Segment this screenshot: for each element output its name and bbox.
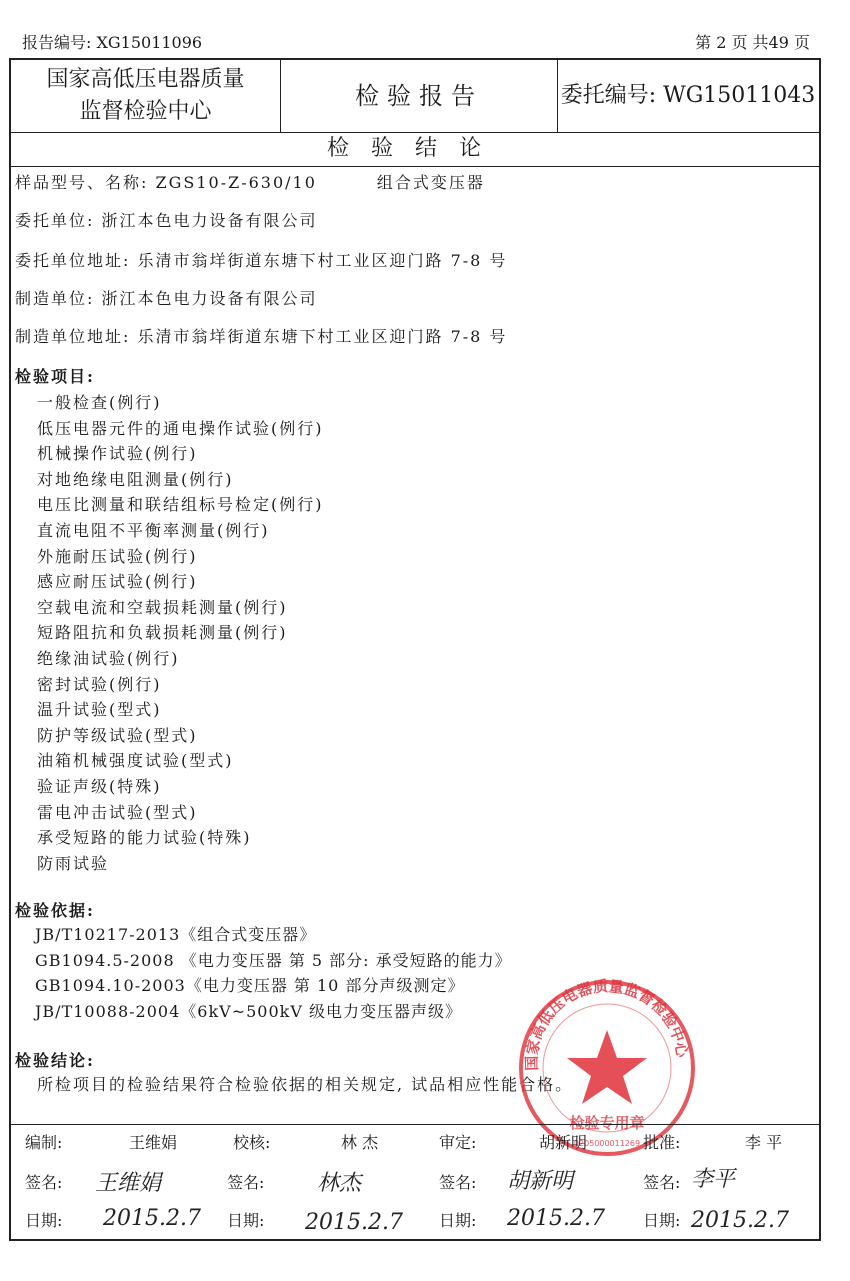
date-label-4: 日期: [643,1211,681,1230]
inspection-item: 承受短路的能力试验(特殊) [37,828,252,848]
inspection-item: 短路阻抗和负载损耗测量(例行) [37,623,288,643]
inspection-item: 直流电阻不平衡率测量(例行) [37,521,270,540]
inspection-item: 防护等级试验(型式) [37,725,198,745]
signature-2: 林杰 [317,1171,362,1196]
reviewed-name: 胡新明 [539,1133,588,1152]
sign-label-2: 签名: [227,1173,265,1192]
org-name [11,60,281,132]
sign-label-4: 签名: [643,1173,681,1192]
client-address-row: 委托单位地址: 乐清市翁垟街道东塘下村工业区迎门路 7-8 号 [15,251,508,270]
signature-separator [11,1124,819,1125]
inspection-item: 空载电流和空载损耗测量(例行) [37,597,288,617]
basis-item: GB1094.10-2003《电力变压器 第 10 部分声级测定》 [35,976,465,995]
items-title: 检验项目: [15,367,95,386]
basis-item: JB/T10217-2013《组合式变压器》 [35,925,317,944]
date-2: 2015.2.7 [305,1210,403,1235]
inspection-item: 一般检查(例行) [37,393,162,412]
inspection-item: 低压电器元件的通电操作试验(例行) [37,418,324,438]
checked-label: 校核: [233,1133,271,1152]
date-label-3: 日期: [439,1211,477,1230]
star-icon [567,1030,647,1104]
inspection-item: 绝缘油试验(例行) [37,649,180,668]
page-number: 第 2 页 共49 页 [695,33,810,52]
report-frame [9,58,821,1241]
sign-label-3: 签名: [439,1173,477,1192]
result-title: 检验结论: [15,1051,95,1070]
inspection-item: 密封试验(例行) [37,674,162,694]
sample-name: 组合式变压器 [376,173,485,192]
org-line-2: 监督检验中心 [79,99,212,124]
prepared-label: 编制: [25,1133,63,1152]
inspection-item: 验证声级(特殊) [37,777,162,796]
approved-name: 李 平 [745,1133,783,1152]
basis-item: GB1094.5-2008 《电力变压器 第 5 部分: 承受短路的能力》 [35,950,512,970]
inspection-item: 感应耐压试验(例行) [37,572,198,592]
date-label-2: 日期: [227,1211,265,1230]
date-label-1: 日期: [25,1211,63,1230]
inspection-item: 机械操作试验(例行) [37,444,198,464]
inspection-item: 电压比测量和联结组标号检定(例行) [37,495,324,515]
reviewed-label: 审定: [439,1133,477,1152]
sample-row [15,170,485,193]
top-line [22,30,810,56]
signature-3: 胡新明 [507,1169,574,1194]
inspection-item: 温升试验(型式) [37,700,162,720]
inspection-item: 雷电冲击试验(型式) [37,802,198,822]
svg-text:0205000011269: 0205000011269 [573,1139,641,1148]
report-number: 报告编号: XG15011096 [22,33,203,52]
report-title: 检验报告 [281,60,558,132]
inspection-item: 防雨试验 [37,853,110,873]
date-1: 2015.2.7 [103,1206,201,1231]
client-row: 委托单位: 浙江本色电力设备有限公司 [15,211,318,230]
svg-text:检验专用章: 检验专用章 [569,1114,645,1132]
approved-label: 批准: [643,1133,681,1152]
maker-row: 制造单位: 浙江本色电力设备有限公司 [15,289,318,308]
maker-address-row: 制造单位地址: 乐清市翁垟街道东塘下村工业区迎门路 7-8 号 [15,327,508,346]
prepared-name: 王维娟 [129,1133,178,1152]
sample-model: 样品型号、名称: ZGS10-Z-630/10 [15,173,317,192]
signature-4: 李平 [691,1167,736,1192]
date-3: 2015.2.7 [507,1206,605,1231]
entrust-number: 委托编号: WG15011043 [560,83,816,108]
svg-text:国家高低压电器质量监督检验中心: 国家高低压电器质量监督检验中心 [522,978,692,1071]
inspection-item: 对地绝缘电阻测量(例行) [37,469,234,489]
result-text: 所检项目的检验结果符合检验依据的相关规定, 试品相应性能合格。 [37,1075,574,1094]
date-4: 2015.2.7 [691,1208,789,1233]
inspection-item: 油箱机械强度试验(型式) [37,751,234,771]
org-line-1: 国家高低压电器质量 [46,67,245,92]
conclusion-title: 检验结论 [11,132,819,167]
signature-1: 王维娟 [95,1171,162,1196]
basis-title: 检验依据: [15,901,95,920]
report-header [11,60,819,133]
checked-name: 林 杰 [341,1133,379,1152]
sign-label-1: 签名: [25,1173,63,1192]
basis-item: JB/T10088-2004《6kV~500kV 级电力变压器声级》 [35,1001,462,1021]
inspection-item: 外施耐压试验(例行) [37,546,198,566]
